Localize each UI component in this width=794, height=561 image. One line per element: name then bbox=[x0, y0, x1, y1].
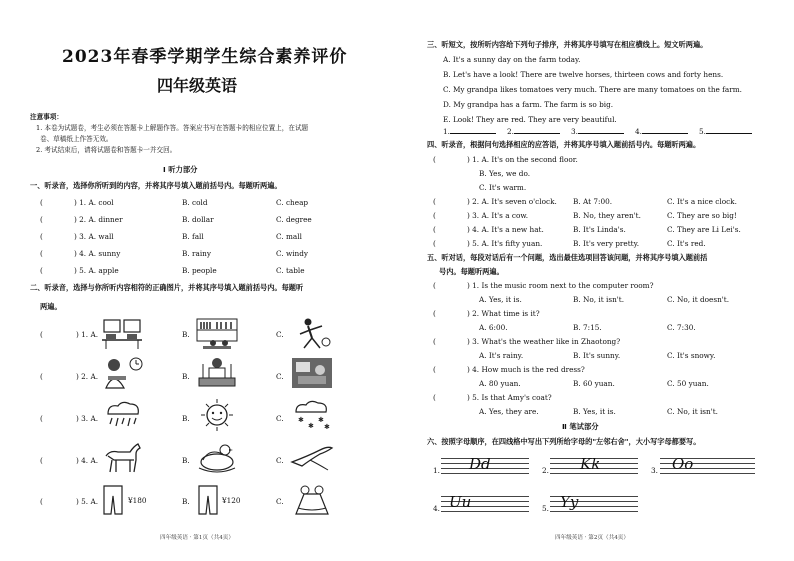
blank-number: 3. bbox=[571, 127, 578, 136]
option-a: ) 3. A. It's a cow. bbox=[467, 211, 529, 220]
svg-text:✱: ✱ bbox=[308, 422, 314, 430]
section-heading: 一、听录音，选择你所听到的内容，并将其序号填入题前括号内。每题听两遍。 bbox=[30, 181, 282, 190]
page-footer: 四年级英语 · 第2页（共4页） bbox=[555, 535, 629, 541]
part-heading: Ⅰ 听力部分 bbox=[163, 165, 198, 174]
four-line-grid[interactable] bbox=[550, 455, 638, 474]
option-a: ) 5. A. apple bbox=[74, 266, 119, 275]
answer-paren[interactable]: ( bbox=[433, 225, 436, 234]
question-text: ) 5. Is that Amy's coat? bbox=[467, 393, 552, 402]
question-text: ) 4. How much is the red dress? bbox=[467, 365, 585, 374]
snow-cloud-image bbox=[290, 398, 334, 432]
note-line: 卷、草稿纸上作答无效。 bbox=[40, 135, 113, 143]
option-c: C. windy bbox=[276, 249, 309, 258]
option-b: B. rainy bbox=[182, 249, 211, 258]
option-c: C. It's snowy. bbox=[667, 351, 716, 360]
option-c: C. 50 yuan. bbox=[667, 379, 709, 388]
option-c: C. bbox=[276, 456, 284, 465]
option-b: B. cold bbox=[182, 198, 208, 207]
answer-paren[interactable]: ( bbox=[40, 198, 43, 207]
option-a: A. 6:00. bbox=[479, 323, 508, 332]
handwritten-letter: Oo bbox=[672, 455, 694, 473]
svg-text:✱: ✱ bbox=[324, 423, 330, 431]
letter-number: 5. bbox=[542, 504, 549, 513]
answer-paren[interactable]: ( bbox=[433, 281, 436, 290]
option-c: C. No, it isn't. bbox=[667, 407, 718, 416]
option-a: ) 2. A. dinner bbox=[74, 215, 123, 224]
answer-paren[interactable]: ( bbox=[40, 330, 43, 339]
option-b: B. 60 yuan. bbox=[573, 379, 615, 388]
section-heading-cont: 两遍。 bbox=[40, 302, 62, 311]
option-c: C. bbox=[276, 497, 284, 506]
answer-paren[interactable]: ( bbox=[433, 155, 436, 164]
option-b: B. bbox=[182, 456, 190, 465]
horse-image bbox=[100, 440, 144, 474]
library-image bbox=[195, 316, 239, 350]
letter-number: 4. bbox=[433, 504, 440, 513]
option-a: ) 4. A. sunny bbox=[74, 249, 121, 258]
option-c: C. table bbox=[276, 266, 305, 275]
option-b: B. bbox=[182, 330, 190, 339]
passage-sentence: E. Look! They are red. They are very beautiful. bbox=[443, 115, 617, 124]
passage-sentence: A. It's a sunny day on the farm today. bbox=[443, 55, 581, 64]
option-c: C. They are so big! bbox=[667, 211, 737, 220]
option-a: ) 5. A. It's fifty yuan. bbox=[467, 239, 543, 248]
handwritten-letter: Kk bbox=[580, 455, 601, 473]
passage-sentence: B. Let's have a look! There are twelve horses, thirteen cows and forty hens. bbox=[443, 70, 724, 79]
passage-sentence: C. My grandpa likes tomatoes very much. There are many tomatoes on the farm. bbox=[443, 85, 742, 94]
option-b: B. No, they aren't. bbox=[573, 211, 641, 220]
option-b: B. No, it isn't. bbox=[573, 295, 625, 304]
blank-number: 4. bbox=[635, 127, 642, 136]
letter-number: 3. bbox=[651, 466, 658, 475]
note-line: 1. 本卷为试题卷，考生必须在答题卡上解题作答。答案应书写在答题卡的相应位置上，在试题 bbox=[36, 124, 309, 132]
answer-paren[interactable]: ( bbox=[433, 337, 436, 346]
question-text: ) 3. What's the weather like in Zhaotong? bbox=[467, 337, 621, 346]
passage-sentence: D. My grandpa has a farm. The farm is so big. bbox=[443, 100, 614, 109]
playground-image bbox=[290, 316, 334, 350]
option-b: B. 7:15. bbox=[573, 323, 602, 332]
answer-paren[interactable]: ( bbox=[433, 309, 436, 318]
answer-paren[interactable]: ( bbox=[433, 211, 436, 220]
option-b: B. At 7:00. bbox=[573, 197, 613, 206]
bird-image bbox=[290, 440, 334, 474]
hen-image bbox=[195, 440, 239, 474]
option-a: ) 3. A. wall bbox=[74, 232, 114, 241]
kitchen-image bbox=[290, 356, 334, 390]
exam-subtitle: 四年级英语 bbox=[157, 76, 238, 95]
part-heading: Ⅱ 笔试部分 bbox=[562, 422, 599, 431]
letter-number: 1. bbox=[433, 466, 440, 475]
answer-paren[interactable]: ( bbox=[40, 266, 43, 275]
answer-blank[interactable] bbox=[699, 126, 752, 136]
blank-number: 5. bbox=[699, 127, 706, 136]
option-b: B. It's sunny. bbox=[573, 351, 621, 360]
boy-clock-image bbox=[100, 356, 144, 390]
option-a: ) 2. A. It's seven o'clock. bbox=[467, 197, 557, 206]
four-line-grid[interactable] bbox=[660, 455, 755, 474]
section-heading: 四、听录音，根据问句选择相应的应答语，并将其序号填入题前括号内。每题听两遍。 bbox=[427, 140, 701, 149]
option-a: A. Yes, they are. bbox=[479, 407, 539, 416]
answer-blank[interactable] bbox=[571, 126, 624, 136]
option-b: B. bbox=[182, 372, 190, 381]
option-c: C. degree bbox=[276, 215, 312, 224]
answer-paren[interactable]: ( bbox=[40, 497, 43, 506]
blank-number: 2. bbox=[507, 127, 514, 136]
section-heading: 五、听对话，每段对话后有一个问题，选出最佳选项回答该问题，并将其序号填入题前括 bbox=[427, 253, 708, 262]
option-b: B. It's Linda's. bbox=[573, 225, 626, 234]
answer-paren[interactable]: ( bbox=[40, 414, 43, 423]
answer-paren[interactable]: ( bbox=[433, 365, 436, 374]
answer-blank[interactable] bbox=[443, 126, 496, 136]
option-b: B. dollar bbox=[182, 215, 214, 224]
svg-text:✱: ✱ bbox=[318, 416, 324, 424]
handwritten-letter: Uu bbox=[449, 493, 472, 511]
option-c: C. bbox=[276, 372, 284, 381]
option-a: A. It's rainy. bbox=[479, 351, 524, 360]
answer-paren[interactable]: ( bbox=[40, 215, 43, 224]
four-line-grid[interactable] bbox=[441, 493, 529, 512]
notes-title: 注意事项： bbox=[30, 113, 63, 121]
answer-paren[interactable]: ( bbox=[433, 239, 436, 248]
option-c: C. They are Li Lei's. bbox=[667, 225, 741, 234]
exam-page-right bbox=[397, 0, 794, 561]
option-b: B. people bbox=[182, 266, 217, 275]
section-heading: 六、按照字母顺序，在四线格中写出下列所给字母的"左邻右舍"，大小写字母都要写。 bbox=[427, 437, 701, 446]
section-heading: 二、听录音，选择与你所听内容相符的正确图片，并将其序号填入题前括号内。每题听 bbox=[30, 283, 304, 292]
handwritten-letter: Yy bbox=[560, 493, 579, 511]
answer-paren[interactable]: ( bbox=[433, 393, 436, 402]
answer-paren[interactable]: ( bbox=[433, 197, 436, 206]
option-c: C. bbox=[276, 414, 284, 423]
page-footer: 四年级英语 · 第1页（共4页） bbox=[160, 535, 234, 541]
option-c: C. 7:30. bbox=[667, 323, 696, 332]
answer-paren[interactable]: ( bbox=[40, 232, 43, 241]
option-b: B. fall bbox=[182, 232, 204, 241]
option-a: ) 1. A. bbox=[76, 330, 99, 339]
four-line-grid[interactable] bbox=[441, 455, 529, 474]
option-c: C. bbox=[276, 330, 284, 339]
note-line: 2. 考试结束后，请将试题卷和答题卡一并交回。 bbox=[36, 146, 177, 154]
handwritten-letter: Dd bbox=[469, 455, 491, 473]
answer-blank[interactable] bbox=[507, 126, 560, 136]
option-b: B. Yes, it is. bbox=[573, 407, 616, 416]
option-c: C. cheap bbox=[276, 198, 309, 207]
option-a: A. Yes, it is. bbox=[479, 295, 522, 304]
answer-paren[interactable]: ( bbox=[40, 249, 43, 258]
four-line-grid[interactable] bbox=[550, 493, 638, 512]
rain-cloud-image bbox=[100, 398, 144, 432]
question-text: ) 2. What time is it? bbox=[467, 309, 540, 318]
option-a: ) 5. A. bbox=[76, 497, 99, 506]
dress-image bbox=[290, 482, 334, 516]
section-heading-cont: 号内。每题听两遍。 bbox=[439, 267, 504, 276]
question-text: ) 1. Is the music room next to the computer room? bbox=[467, 281, 654, 290]
answer-paren[interactable]: ( bbox=[40, 372, 43, 381]
letter-number: 2. bbox=[542, 466, 549, 475]
svg-text:✱: ✱ bbox=[298, 416, 304, 424]
computer-room-image bbox=[100, 316, 144, 350]
option-b: B. Yes, we do. bbox=[479, 169, 531, 178]
option-a: ) 4. A. bbox=[76, 456, 99, 465]
option-b: B. bbox=[182, 414, 190, 423]
option-a: ) 1. A. cool bbox=[74, 198, 114, 207]
section-heading: 三、听短文，按所听内容给下列句子排序，并将其序号填写在相应横线上。短文听两遍。 bbox=[427, 40, 708, 49]
blank-number: 1. bbox=[443, 127, 450, 136]
option-a: A. 80 yuan. bbox=[479, 379, 521, 388]
option-c: C. No, it doesn't. bbox=[667, 295, 730, 304]
option-c: C. It's a nice clock. bbox=[667, 197, 737, 206]
exam-title: 2023年春季学期学生综合素养评价 bbox=[62, 47, 348, 67]
option-c: C. It's red. bbox=[667, 239, 706, 248]
girl-bed-image bbox=[195, 356, 239, 390]
answer-paren[interactable]: ( bbox=[40, 456, 43, 465]
option-b: B. bbox=[182, 497, 190, 506]
sun-image bbox=[195, 398, 239, 432]
option-c: C. mall bbox=[276, 232, 302, 241]
answer-blank[interactable] bbox=[635, 126, 688, 136]
option-b: B. It's very pretty. bbox=[573, 239, 640, 248]
price-label: ¥120 bbox=[222, 496, 241, 505]
option-c: C. It's warm. bbox=[479, 183, 527, 192]
option-a: ) 3. A. bbox=[76, 414, 99, 423]
option-a: ) 2. A. bbox=[76, 372, 99, 381]
option-a: ) 4. A. It's a new hat. bbox=[467, 225, 544, 234]
price-label: ¥180 bbox=[128, 496, 147, 505]
option-a: ) 1. A. It's on the second floor. bbox=[467, 155, 578, 164]
